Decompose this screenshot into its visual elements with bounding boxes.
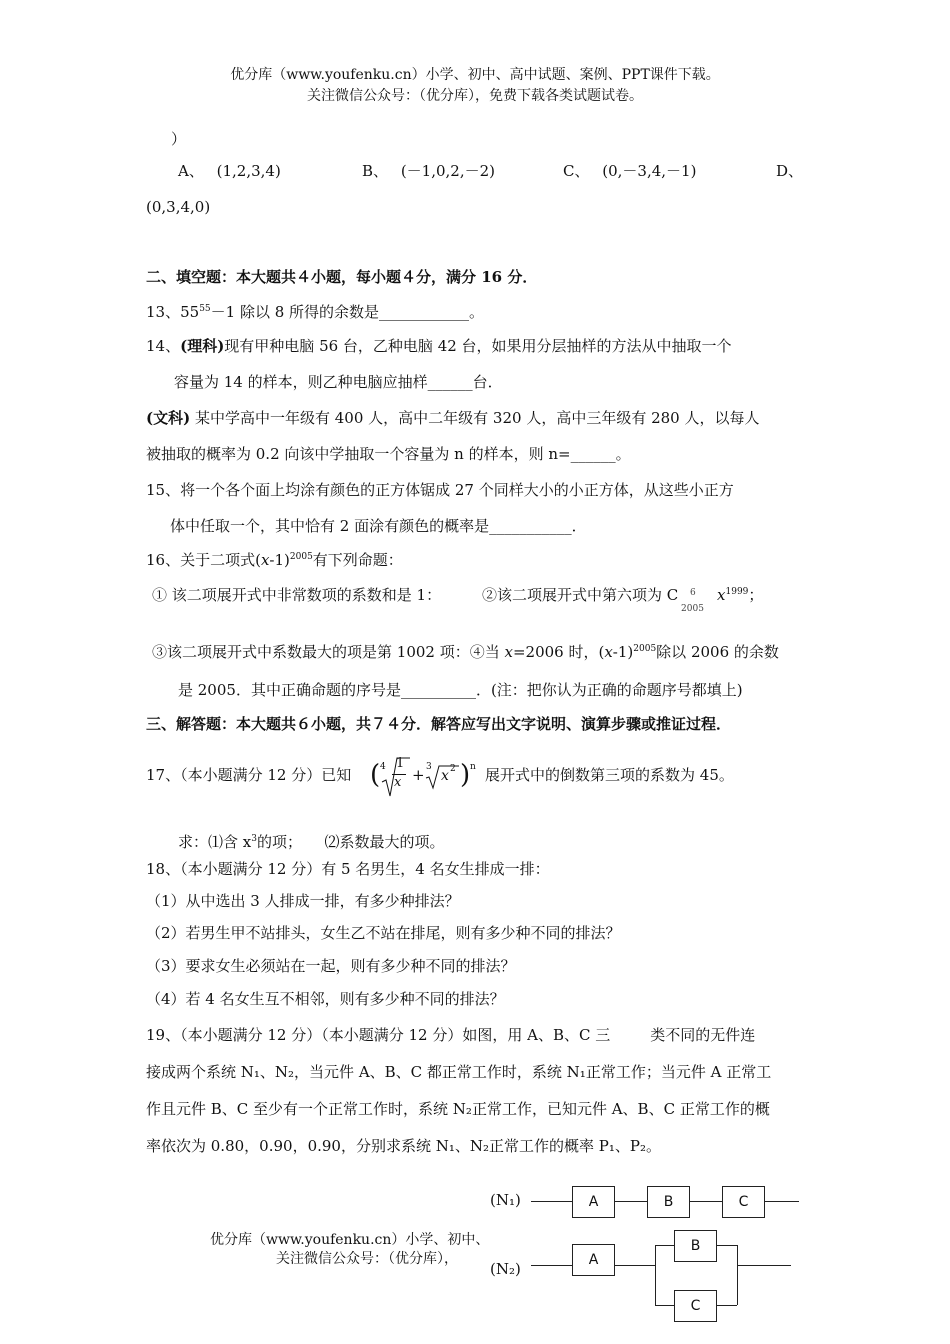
question-number: 18、 [146,860,181,878]
q16-p3-text: ③该二项展开式中系数最大的项是第 1002 项：④当 [152,643,505,661]
n1-wire-out [765,1201,799,1202]
q17-text: （本小题满分 12 分）已知 [180,766,352,784]
question-15-line-1 [146,479,734,500]
n2-right-bus [737,1245,738,1305]
power-n: n [470,762,476,772]
q16-text: 关于二项式( [180,551,261,569]
q16-prop-4 [178,679,743,700]
q16-comb-top: 6 [690,588,696,598]
q16-var: x [260,551,270,569]
question-15-line-2 [170,515,587,536]
q14w-text-2: 被抽取的概率为 0.2 向该中学抽取一个容量为 n 的样本，则 n= [146,445,571,463]
q14-tag: (理科) [180,337,225,355]
option-letter: A、 [178,162,204,180]
question-number: 14、 [146,337,181,355]
q16-prop-3 [152,641,779,662]
n2-wire-from-c [717,1305,737,1306]
question-19-line-1 [146,1024,755,1045]
question-13 [146,301,484,322]
header-line-2: 关注微信公众号：（优分库），免费下载各类试题试卷。 [307,88,643,104]
q17-ask-exp: 3 [251,834,257,844]
section-2-title: 二、填空题：本大题共４小题，每小题４分，满分 16 分． [146,268,538,286]
answer-blank: ______ [427,373,473,391]
n2-wire-to-b [655,1245,675,1246]
q18-item-2: （2）若男生甲不站排头，女生乙不站在排尾，则有多少种不同的排法？ [146,924,621,942]
q15-text-2: 体中任取一个，其中恰有 2 面涂有颜色的概率是 [170,517,490,535]
answer-blank: __________ [400,681,476,699]
q16-text-b: -1) [269,551,290,569]
q13-text: －1 除以 8 所得的余数是 [210,303,380,321]
q17-ask-text: 求：⑴含 x [178,833,252,851]
plus-sign: + [412,766,425,784]
q16-p2-text: ②该二项展开式中第六项为 C [482,586,679,604]
radicand-exp: 2 [450,764,456,774]
question-number: 15、 [146,481,181,499]
q16-comb-bottom: 2005 [681,604,704,614]
n2-left-bus [655,1245,656,1305]
q16-text-c: 有下列命题： [312,551,403,569]
n2-wire-in [531,1265,573,1266]
q12-option-a [178,160,281,181]
q12-option-d-letter: D、 [776,162,804,180]
q12-option-d-value: (0,3,4,0) [146,198,211,216]
q14w-tag: (文科) [146,409,191,427]
question-number: 13、 [146,303,181,321]
q13-end: 。 [469,303,485,321]
n2-wire-a-junction [615,1265,655,1266]
q12-close-paren: ） [171,130,187,148]
question-14-line-1 [146,335,732,356]
q18-item-3: （3）要求女生必须站在一起，则有多少种不同的排法？ [146,957,516,975]
frac-denominator: x [394,775,402,790]
q14w-text: 某中学高中一年级有 400 人，高中二年级有 320 人，高中三年级有 280 人，以每人 [194,409,760,427]
question-14-line-2 [174,371,503,392]
q16-exp: 2005 [289,552,313,562]
q16-p3-exp: 2005 [633,644,657,654]
q16-p4-text: 是 2005．其中正确命题的序号是 [178,681,401,699]
right-paren: ) [460,760,471,790]
header-line-1: 优分库（www.youfenku.cn）小学、初中、高中试题、案例、PPT课件下载。 [230,67,720,83]
n2-component-a: A [572,1244,615,1276]
q16-p3-text-c: -1) [612,643,634,661]
q17-ask [178,831,444,852]
radicand-x: x [441,768,449,784]
q15-end: ． [571,517,587,535]
n1-wire-in [531,1201,573,1202]
q16-prop-2 [482,584,764,614]
n1-component-b: B [647,1186,690,1218]
q15-text: 将一个各个面上均涂有颜色的正方体锯成 27 个同样大小的小正方体，从这些小正方 [180,481,734,499]
q16-p3-var: x [504,643,513,661]
question-17-intro [146,764,351,785]
n2-component-c: C [674,1290,717,1322]
footer-line-2: 关注微信公众号：（优分库）， [276,1251,458,1267]
root-index-3: 3 [426,762,432,772]
section-3-title: 三、解答题：本大题共６小题，共７４分．解答应写出文字说明、演算步骤或推证过程． [146,715,732,733]
question-14-arts-line-1 [146,407,760,428]
option-value: (－1,0,2,－2) [400,162,495,180]
question-19-line-4: 率依次为 0.80，0.90，0.90，分别求系统 N₁、N₂正常工作的概率 P₁、P₂。 [146,1137,661,1155]
answer-blank: ______ [570,445,616,463]
question-19-line-2: 接成两个系统 N₁、N₂，当元件 A、B、C 都正常工作时，系统 N₁正常工作；当元件 A 正常工 [146,1063,772,1081]
n2-wire-to-c [655,1305,675,1306]
q18-item-4: （4）若 4 名女生互不相邻，则有多少种不同的排法？ [146,990,505,1008]
q14-text: 现有甲种电脑 56 台，乙种电脑 42 台，如果用分层抽样的方法从中抽取一个 [224,337,732,355]
n1-component-a: A [572,1186,615,1218]
question-19-line-3: 作且元件 B、C 至少有一个正常工作时，系统 N₂正常工作，已知元件 A、B、C 正常工作的概 [146,1100,770,1118]
q16-p3-text-d: 除以 2006 的余数 [656,643,779,661]
q16-p4-end: ．(注：把你认为正确的命题序号都填上) [475,681,743,699]
question-14-arts-line-2 [146,443,631,464]
option-letter: C、 [563,162,590,180]
option-value: (0,－3,4,－1) [602,162,697,180]
answer-blank: ____________ [379,303,470,321]
question-number: 19、 [146,1026,181,1044]
question-number: 16、 [146,551,181,569]
question-18-intro [146,858,550,879]
q16-prop-1: ① 该二项展开式中非常数项的系数和是 1： [152,586,442,604]
q14-end: 台． [472,373,503,391]
q17-text-b: 展开式中的倒数第三项的系数为 45。 [485,766,734,784]
q17-ask-text-b: 的项； ⑵系数最大的项。 [256,833,445,851]
q13-base: 55 [180,303,200,321]
q19-text-b: 类不同的无件连 [650,1026,756,1044]
q16-p3-text-b: =2006 时，( [512,643,605,661]
option-letter: B、 [362,162,389,180]
q16-comb [681,584,717,614]
q18-text: （本小题满分 12 分）有 5 名男生，4 名女生排成一排： [180,860,550,878]
n1-wire-bc [690,1201,722,1202]
q12-option-c [563,160,696,181]
n2-component-b: B [674,1230,717,1262]
n2-label: (N₂) [490,1260,521,1278]
q13-exp: 55 [199,304,211,314]
root-index-4: 4 [380,762,386,772]
q17-formula [370,752,480,802]
left-paren: ( [370,760,381,790]
q14w-end: 。 [615,445,631,463]
q14-text-2: 容量为 14 的样本，则乙种电脑应抽样 [174,373,428,391]
q16-p2-var: x [717,586,726,604]
q19-text: （本小题满分 12 分）（本小题满分 12 分）如图，用 A、B、C 三 [180,1026,611,1044]
question-16-intro [146,549,403,570]
footer-line-1: 优分库（www.youfenku.cn）小学、初中、 [210,1232,490,1248]
n1-label: (N₁) [490,1191,521,1209]
answer-blank: ___________ [489,517,572,535]
q16-p3-var-2: x [604,643,613,661]
n2-wire-from-b [717,1245,737,1246]
q16-p2-end: ； [748,586,764,604]
n2-wire-out [737,1265,791,1266]
n1-wire-ab [615,1201,647,1202]
q12-option-b [362,160,495,181]
frac-numerator: 1 [396,756,405,771]
option-value: (1,2,3,4) [216,162,281,180]
n1-component-c: C [722,1186,765,1218]
q16-p2-exp: 1999 [725,587,749,597]
q18-item-1: （1）从中选出 3 人排成一排，有多少种排法？ [146,892,460,910]
question-number: 17、 [146,766,181,784]
